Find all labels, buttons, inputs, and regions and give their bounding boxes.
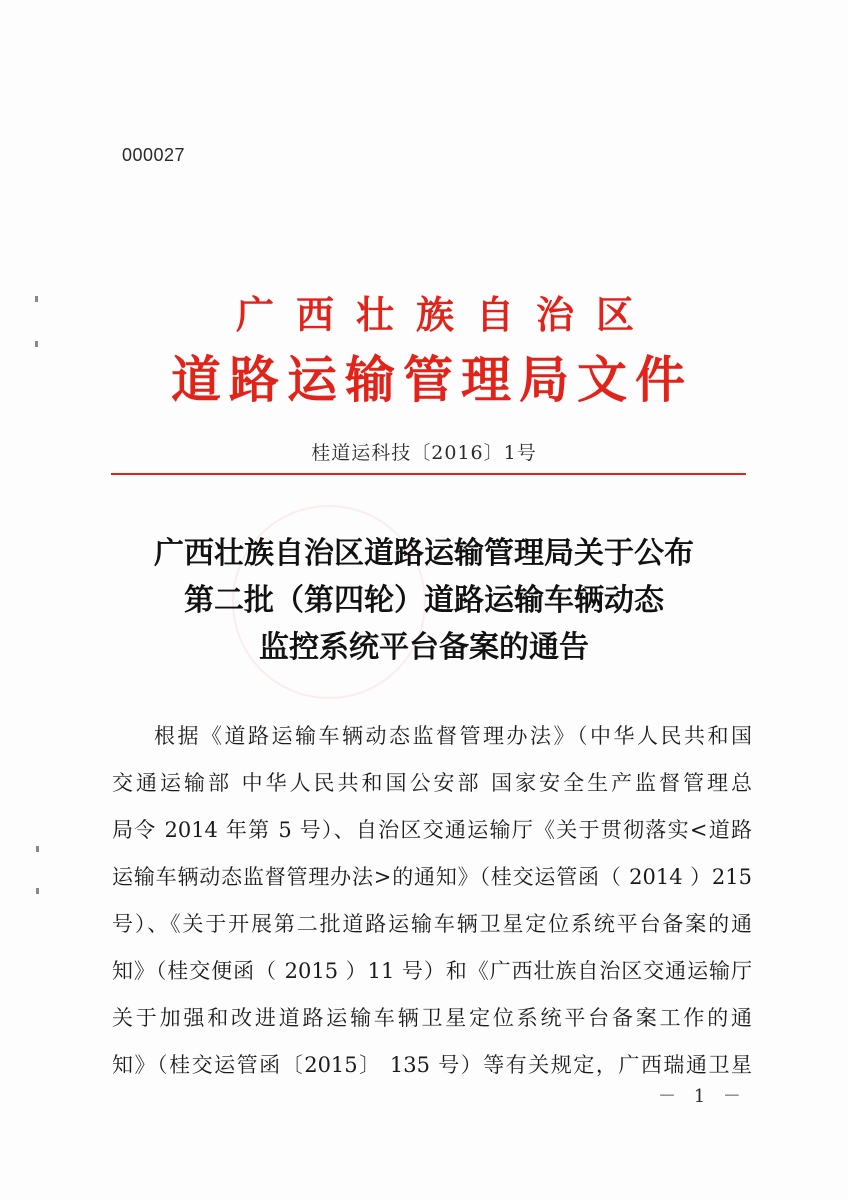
document-serial-number: 000027 [122, 145, 186, 165]
body-line: 关于加强和改进道路运输车辆卫星定位系统平台备案工作的通 [112, 1006, 752, 1030]
scan-artifact-mark [36, 846, 39, 852]
notice-body [112, 713, 752, 1089]
body-line: 知》（桂交便函（ 2015 ）11 号）和《广西壮族自治区交通运输厅 [112, 959, 752, 983]
scan-artifact-mark [36, 888, 39, 894]
body-line: 号）、《关于开展第二批道路运输车辆卫星定位系统平台备案的通 [112, 912, 752, 936]
notice-title-line: 第二批（第四轮）道路运输车辆动态 [184, 583, 664, 618]
notice-title-line: 监控系统平台备案的通告 [259, 630, 589, 665]
issuer-region-heading: 广西壮族自治区 [235, 292, 656, 337]
red-separator-line [111, 473, 746, 475]
body-line: 根据《道路运输车辆动态监督管理办法》（中华人民共和国 [154, 724, 752, 748]
issuer-document-heading: 道路运输管理局文件 [171, 350, 693, 409]
body-line: 局令 2014 年第 5 号）、自治区交通运输厅《关于贯彻落实<道路 [112, 818, 752, 842]
notice-title-line: 广西壮族自治区道路运输管理局关于公布 [154, 536, 694, 571]
body-line: 知》（桂交运管函〔2015〕 135 号）等有关规定，广西瑞通卫星 [112, 1053, 752, 1077]
body-line: 运输车辆动态监督管理办法>的通知》（桂交运管函（ 2014 ）215 [112, 865, 752, 889]
file-reference-number: 桂道运科技〔2016〕1号 [311, 442, 537, 464]
notice-title [0, 530, 848, 671]
body-line: 交通运输部 中华人民共和国公安部 国家安全生产监督管理总 [112, 771, 752, 795]
page-number: － 1 － [658, 1086, 747, 1107]
